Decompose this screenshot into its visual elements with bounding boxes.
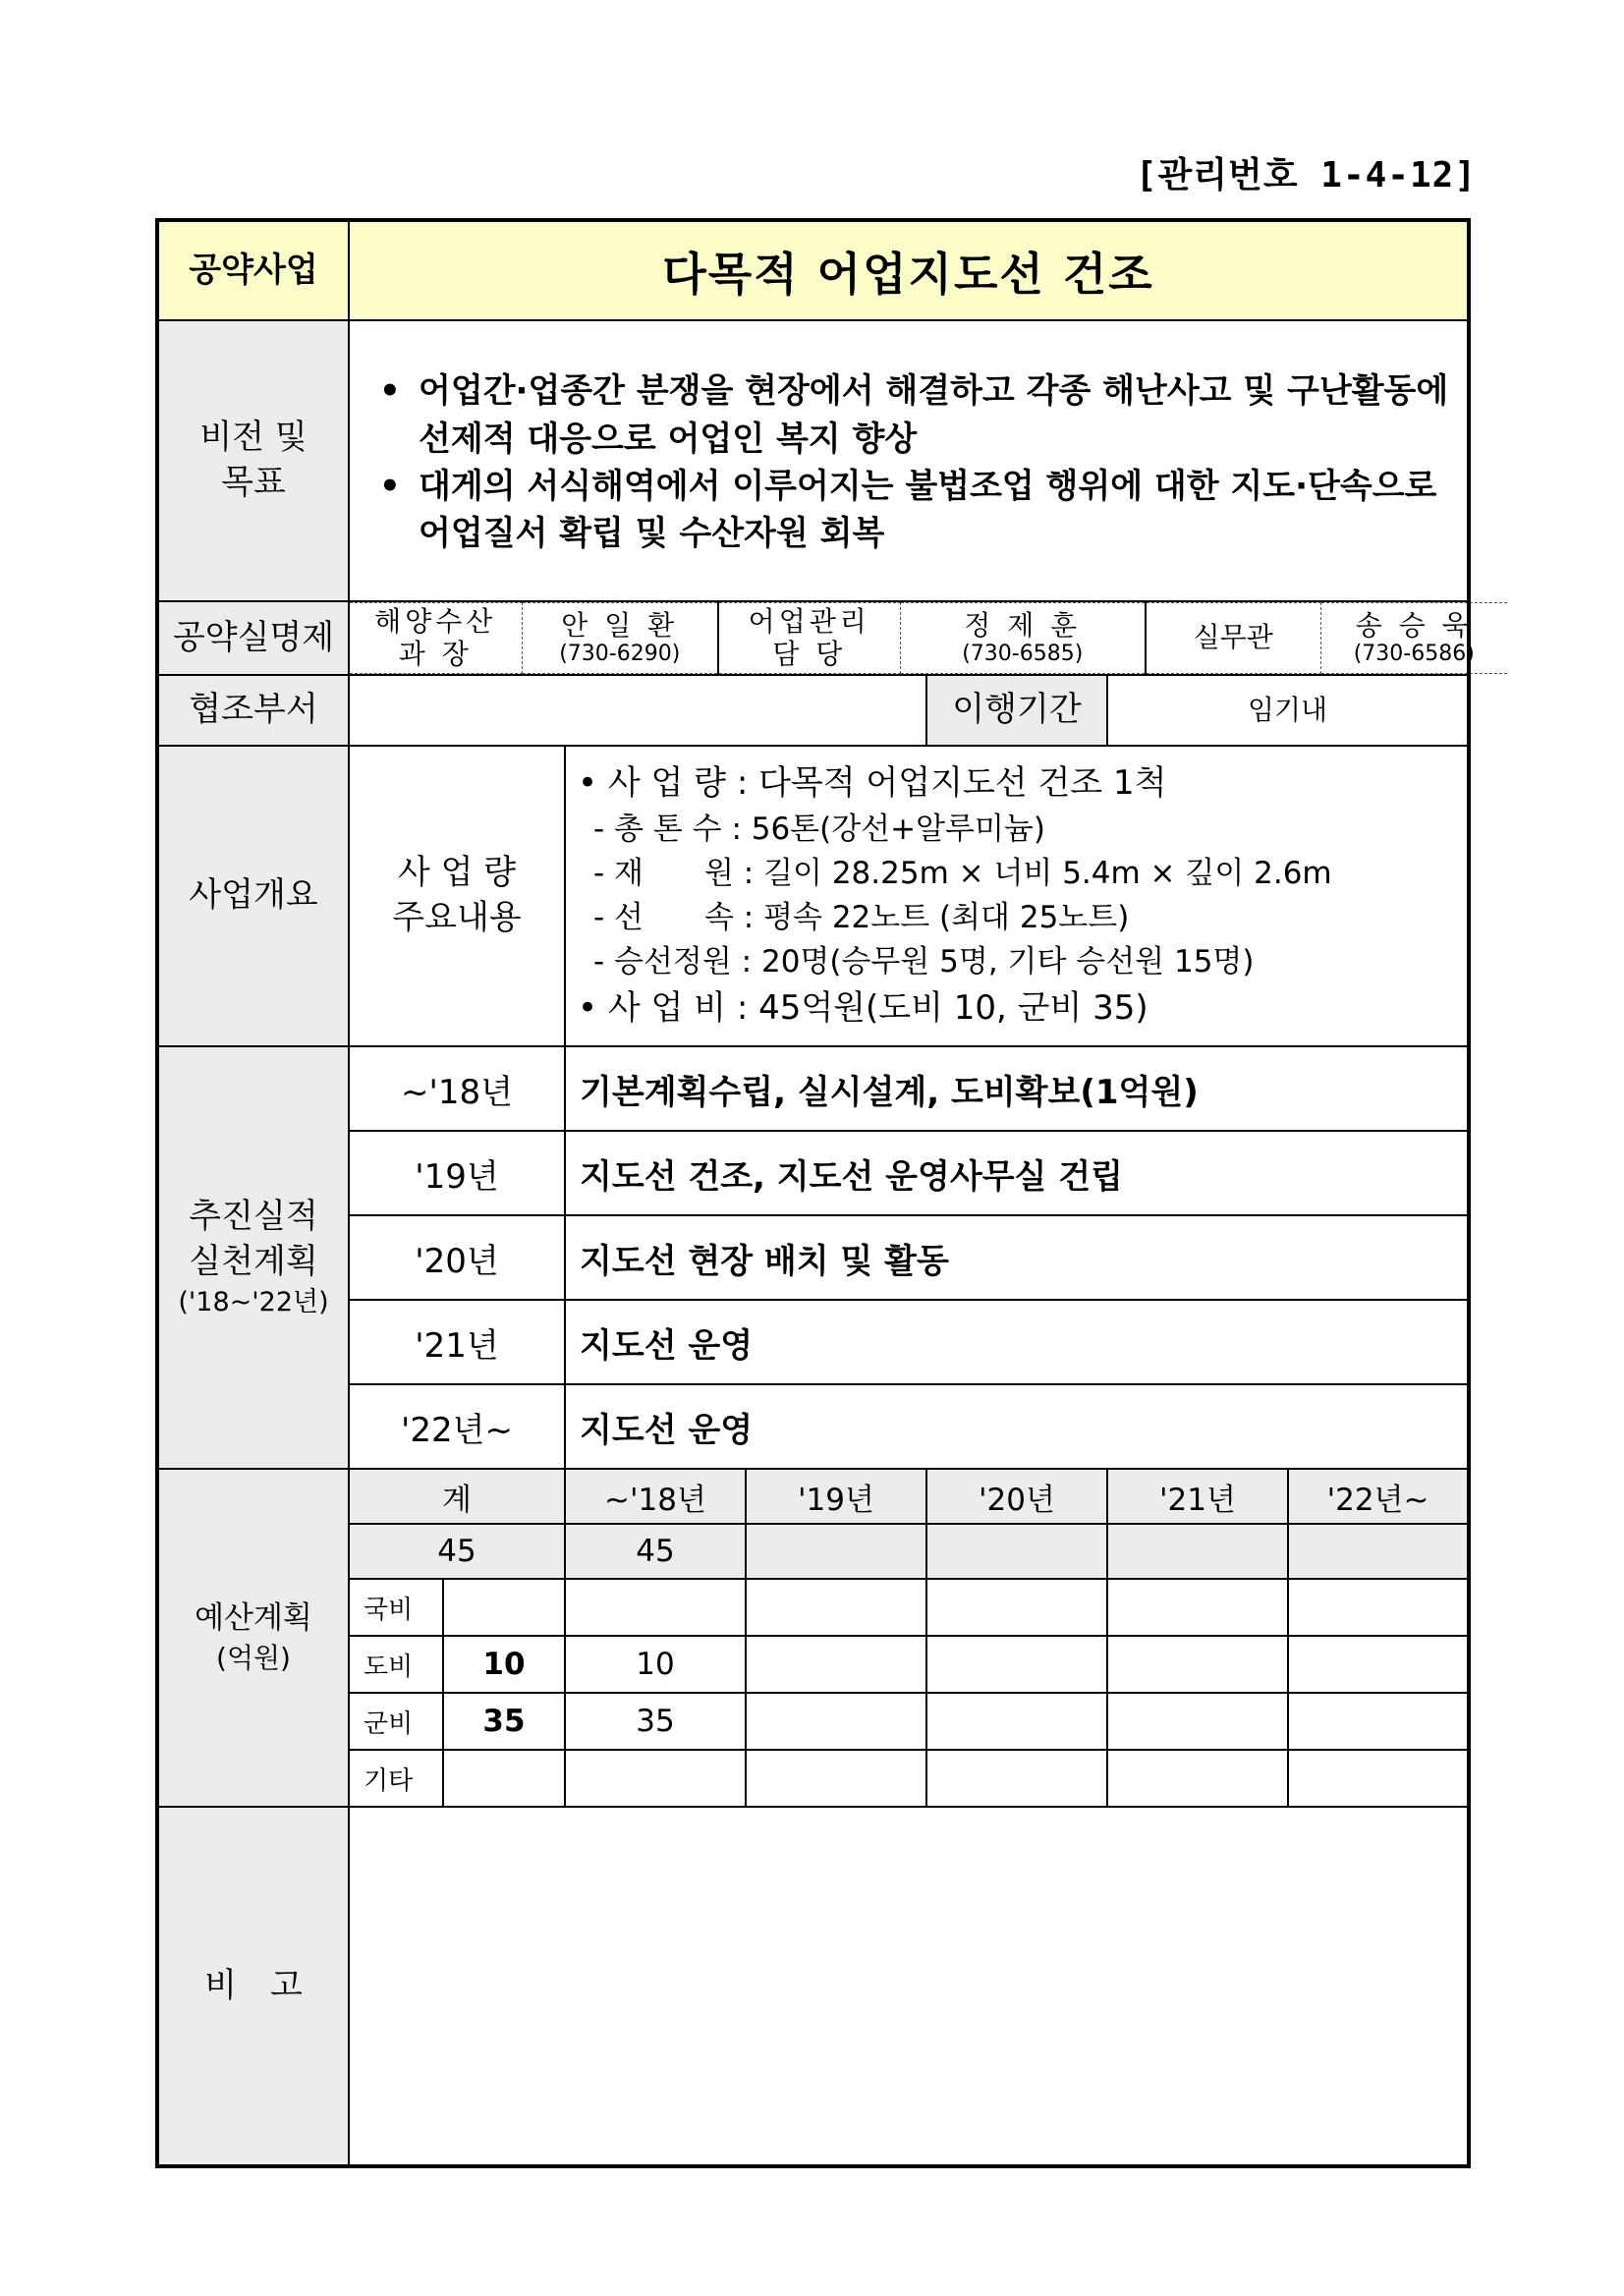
budget-row: [157, 1750, 1469, 1807]
budget-header-total: 계: [349, 1469, 565, 1524]
official-1-name: 안 일 환 (730-6290): [522, 603, 718, 674]
plan-year: '21년: [349, 1300, 565, 1384]
official-2-name: 정 제 훈 (730-6585): [900, 603, 1146, 674]
budget-cell: [1107, 1693, 1288, 1750]
budget-cell: 35: [565, 1693, 746, 1750]
budget-cell: [1288, 1636, 1469, 1693]
budget-cell: [926, 1636, 1107, 1693]
period-label: 이행기간: [926, 675, 1107, 746]
officials-table: [350, 602, 1507, 674]
budget-total-cell: [1107, 1524, 1288, 1579]
budget-header: '22년~: [1288, 1469, 1469, 1524]
budget-total-sum: 45: [349, 1524, 565, 1579]
vision-item: • 대게의 서식해역에서 이루어지는 불법조업 행위에 대한 지도·단속으로 어업질서 확립 및 수산자원 회복: [379, 467, 1437, 554]
budget-row-name: 군비: [350, 1694, 444, 1749]
budget-header: '19년: [746, 1469, 926, 1524]
official-3-name: 송 승 욱 (730-6586): [1320, 603, 1507, 674]
budget-row-name: 도비: [350, 1637, 444, 1692]
budget-cell: [1288, 1750, 1469, 1807]
budget-total-cell: [926, 1524, 1107, 1579]
plan-text: 지도선 건조, 지도선 운영사무실 건립: [565, 1131, 1469, 1215]
budget-label: 예산계획 (억원): [157, 1469, 349, 1807]
cooperation-value: [349, 675, 926, 746]
budget-header: '20년: [926, 1469, 1107, 1524]
budget-cell: [1288, 1693, 1469, 1750]
budget-cell: [746, 1693, 926, 1750]
budget-cell: 10: [565, 1636, 746, 1693]
plan-year: '20년: [349, 1215, 565, 1300]
budget-row-name: 기타: [350, 1751, 444, 1806]
official-1-position: 해양수산 과 장: [350, 603, 522, 674]
plan-text: 지도선 운영: [565, 1300, 1469, 1384]
budget-row-sum: 35: [482, 1704, 526, 1739]
officials-cell: [349, 601, 1475, 675]
period-value: 임기내: [1107, 675, 1469, 746]
plan-text: 지도선 운영: [565, 1384, 1469, 1469]
budget-cell: [746, 1579, 926, 1636]
management-number: [관리번호 1-4-12]: [1135, 155, 1477, 196]
budget-cell: [926, 1693, 1107, 1750]
budget-row: [157, 1636, 1469, 1693]
budget-row-sum: 10: [482, 1647, 526, 1682]
budget-cell: [926, 1750, 1107, 1807]
plan-label: 추진실적 실천계획 ('18~'22년): [157, 1046, 349, 1469]
budget-row-sum: [444, 1580, 564, 1635]
budget-cell: [1107, 1579, 1288, 1636]
overview-content: • 사 업 량 : 다목적 어업지도선 건조 1척 - 총 톤 수 : 56톤(강선+알루미늄) - 재 원 : 길이 28.25m × 너비 5.4m × 깊이 2.6m - 선 속 : 평속 22노트 (최대 25노트) - 승선정원 : 20명(승무원 5명, 기타 승선원 15명) • 사 업 비 : 45억원(도비 10, 군비 35): [565, 746, 1469, 1046]
official-2-position: 어업관리 담 당: [718, 603, 900, 674]
budget-cell: [1107, 1750, 1288, 1807]
budget-cell: [746, 1750, 926, 1807]
budget-cell: [565, 1579, 746, 1636]
vision-item: • 어업간·업종간 분쟁을 현장에서 해결하고 각종 해난사고 및 구난활동에 선제적 대응으로 어업인 복지 향상: [379, 371, 1449, 459]
vision-label: 비전 및 목표: [157, 320, 349, 601]
plan-year: '19년: [349, 1131, 565, 1215]
budget-cell: [565, 1750, 746, 1807]
officials-label: 공약실명제: [157, 601, 349, 675]
plan-year: ~'18년: [349, 1046, 565, 1131]
header-label: 공약사업: [157, 220, 349, 320]
plan-year: '22년~: [349, 1384, 565, 1469]
project-title: 다목적 어업지도선 건조: [349, 220, 1469, 320]
budget-row: [157, 1579, 1469, 1636]
budget-row: [157, 1693, 1469, 1750]
budget-total-cell: [1288, 1524, 1469, 1579]
plan-text: 기본계획수립, 실시설계, 도비확보(1억원): [565, 1046, 1469, 1131]
official-3-position: 실무관: [1146, 603, 1320, 674]
vision-content: [349, 320, 1469, 601]
budget-cell: [746, 1636, 926, 1693]
budget-row-name: 국비: [350, 1580, 444, 1635]
plan-text: 지도선 현장 배치 및 활동: [565, 1215, 1469, 1300]
budget-cell: [926, 1579, 1107, 1636]
budget-row-sum: [444, 1751, 564, 1806]
budget-cell: [1288, 1579, 1469, 1636]
budget-cell: [1107, 1636, 1288, 1693]
pledge-project-table: [155, 218, 1475, 2168]
overview-sub-label: 사 업 량 주요내용: [349, 746, 565, 1046]
remarks-label: 비 고: [157, 1807, 349, 2166]
remarks-value: [349, 1807, 1469, 2166]
budget-header: '21년: [1107, 1469, 1288, 1524]
budget-header: ~'18년: [565, 1469, 746, 1524]
overview-label: 사업개요: [157, 746, 349, 1046]
budget-total-cell: [746, 1524, 926, 1579]
budget-total-cell: 45: [565, 1524, 746, 1579]
cooperation-label: 협조부서: [157, 675, 349, 746]
